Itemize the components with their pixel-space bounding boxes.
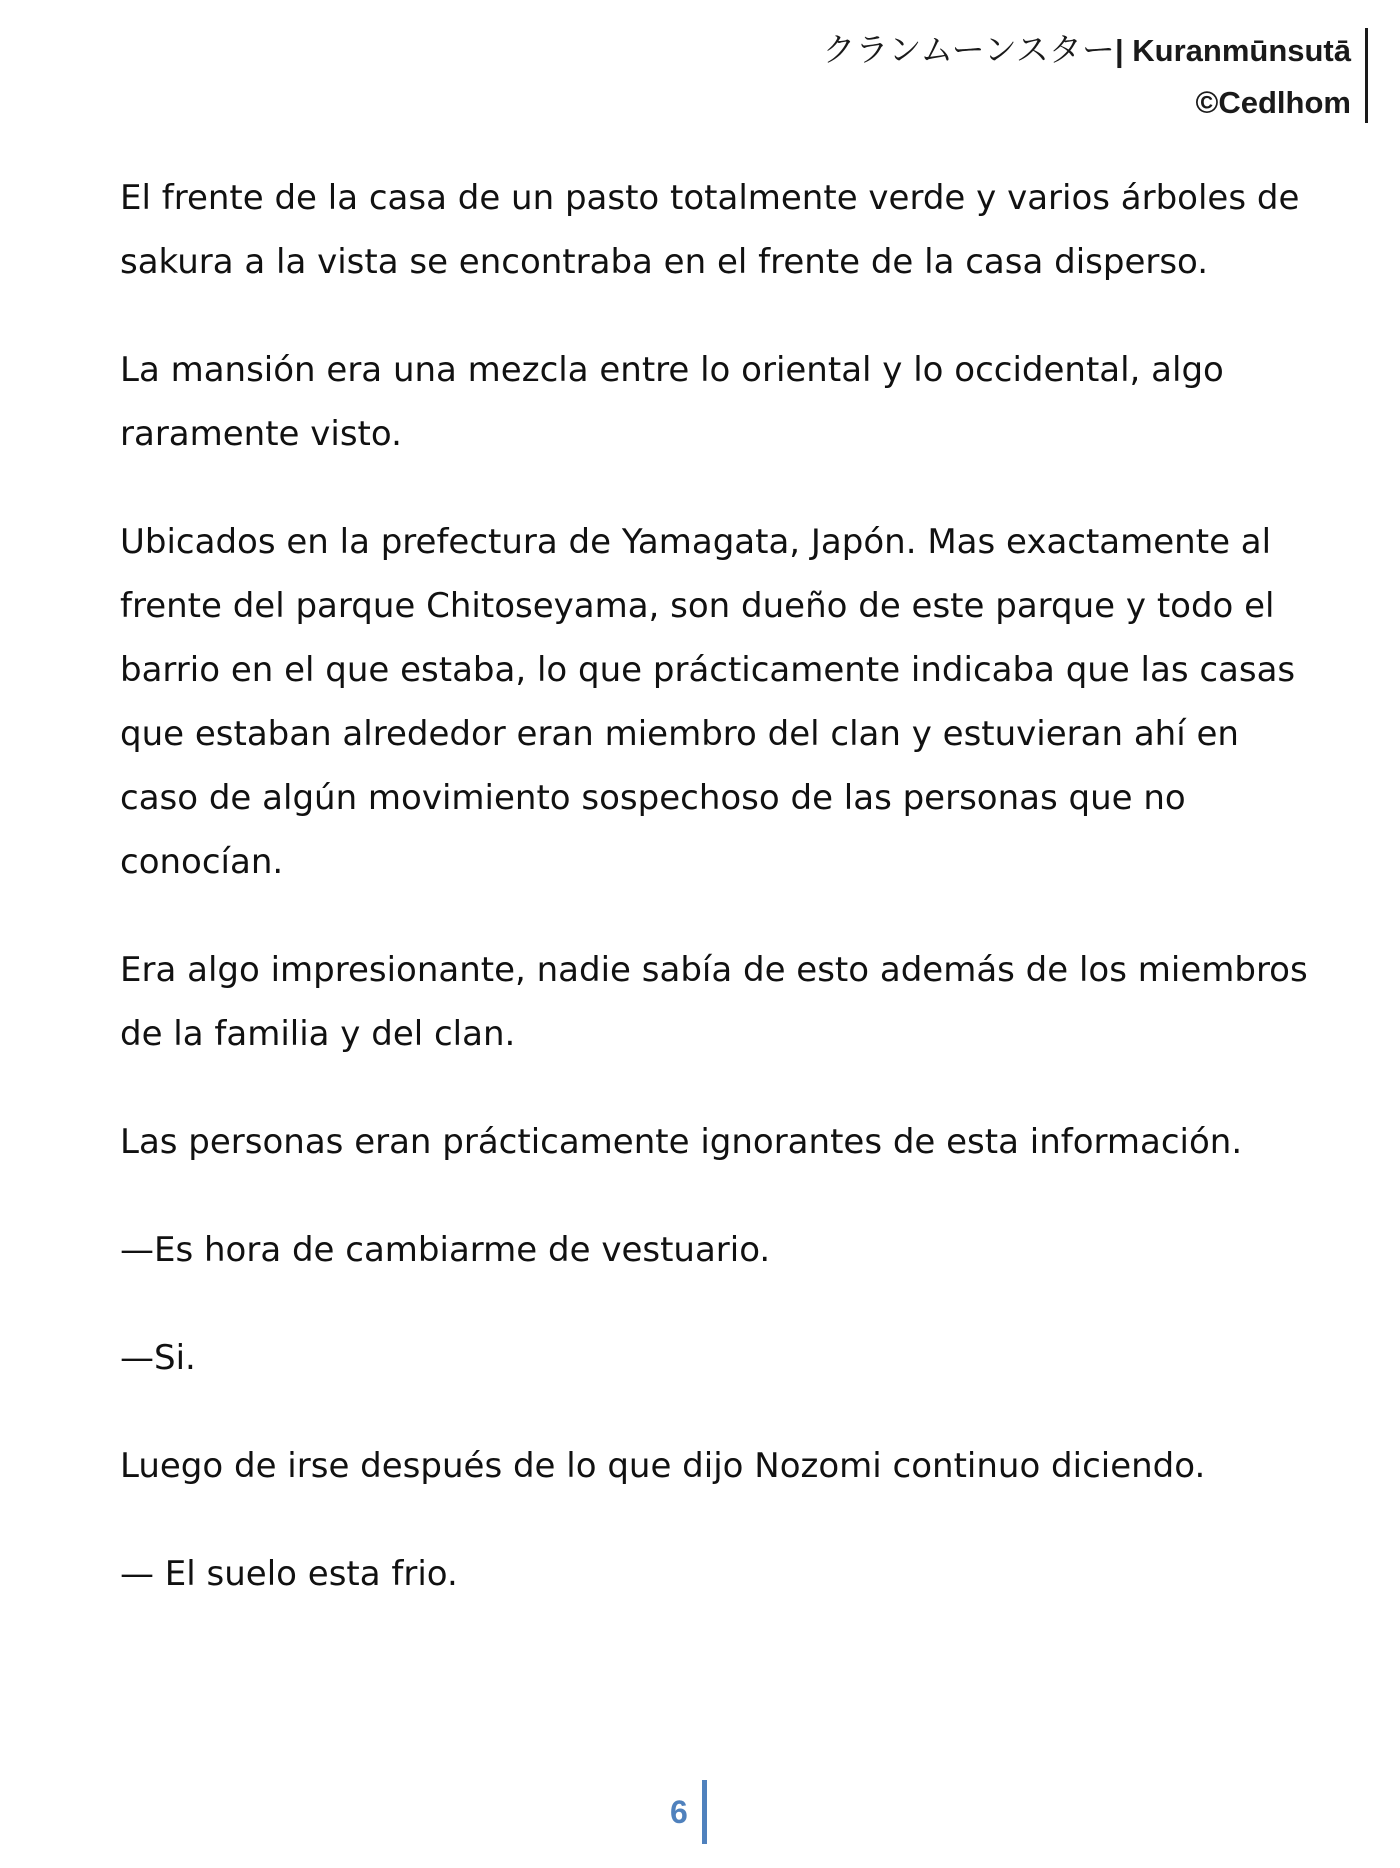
page-footer (670, 1780, 707, 1844)
header-text (823, 24, 1365, 129)
dialogue-line: — El suelo esta frio. (120, 1554, 458, 1594)
footer-vertical-rule (702, 1780, 707, 1844)
dialogue-line: —Es hora de cambiarme de vestuario. (120, 1230, 771, 1270)
header-copyright: ©Cedlhom (1195, 85, 1351, 120)
paragraph: El frente de la casa de un pasto totalmente verde y varios árboles de sakura a la vista se encontraba en el frente de la casa disperso. (120, 178, 1300, 282)
paragraph: Ubicados en la prefectura de Yamagata, Japón. Mas exactamente al frente del parque Chitoseyama, son dueño de este parque y todo el barrio en el que estaba, lo que prácticamente indicaba que las casas que estaban alrededor eran miembro del clan y estuvieran ahí en caso de algún movimiento sospechoso de las personas que no conocían. (120, 522, 1296, 882)
header-vertical-rule (1365, 28, 1368, 123)
header-title-jp: クランムーンスター (822, 30, 1115, 69)
header-title-line (823, 24, 1351, 77)
paragraph: Luego de irse después de lo que dijo Nozomi continuo diciendo. (120, 1446, 1206, 1486)
document-body (120, 166, 1320, 1650)
dialogue-line: —Si. (120, 1338, 196, 1378)
header-title-separator: | (1114, 33, 1124, 68)
paragraph: La mansión era una mezcla entre lo oriental y lo occidental, algo raramente visto. (120, 350, 1224, 454)
page-number: 6 (670, 1793, 688, 1830)
header-title-romaji: Kuranmūnsutā (1132, 33, 1351, 68)
paragraph: Era algo impresionante, nadie sabía de esto además de los miembros de la familia y del clan. (120, 950, 1308, 1054)
paragraph: Las personas eran prácticamente ignorantes de esta información. (120, 1122, 1243, 1162)
page-header (823, 24, 1368, 129)
